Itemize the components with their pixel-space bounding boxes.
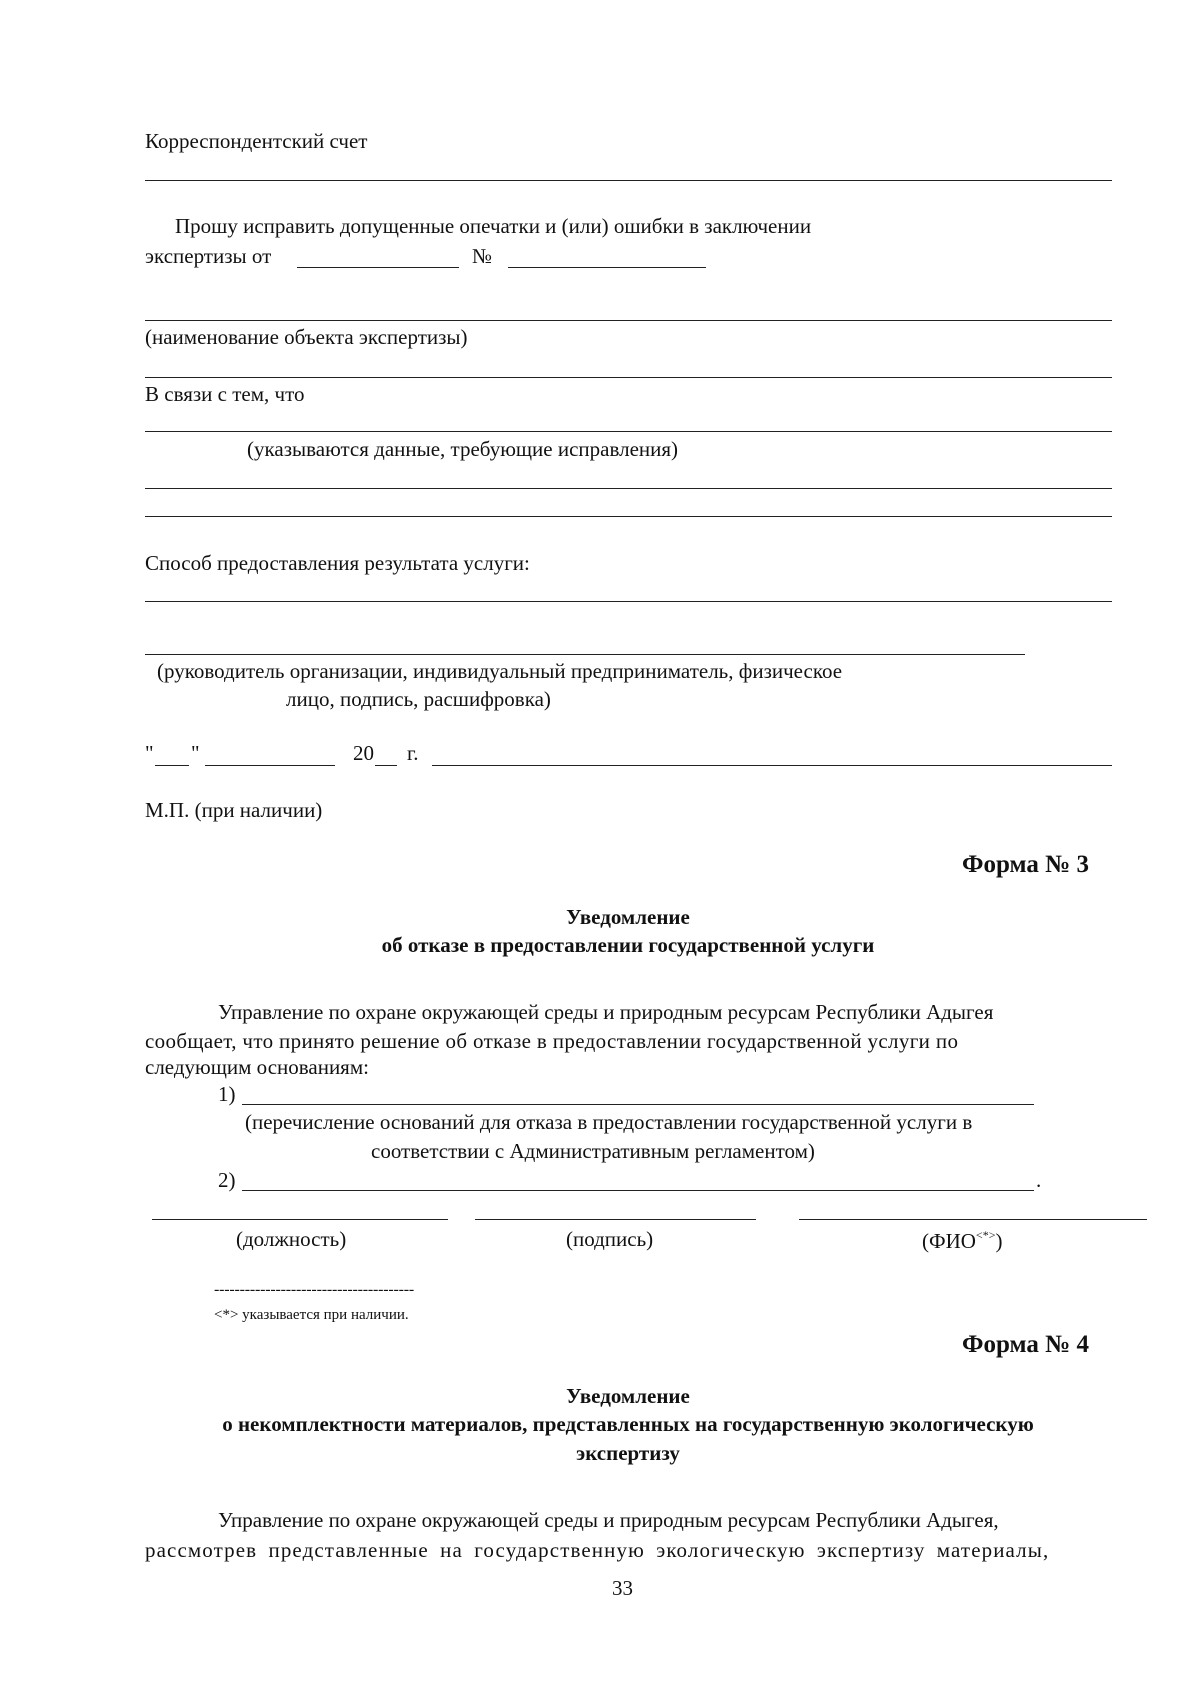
form-3-item-1-marker: 1) xyxy=(218,1082,236,1106)
request-line-1: Прошу исправить допущенные опечатки и (или) ошибки в заключении xyxy=(175,214,812,238)
fio-caption-text: (ФИО xyxy=(922,1229,976,1253)
request-line-2-prefix: экспертизы от xyxy=(145,244,272,268)
delivery-label: Способ предоставления результата услуги: xyxy=(145,551,530,575)
signature-caption: (подпись) xyxy=(566,1227,654,1251)
signer-caption-1: (руководитель организации, индивидуальный предприниматель, физическое xyxy=(157,659,843,683)
correction-line-1 xyxy=(145,488,1112,489)
signer-line xyxy=(145,654,1025,655)
object-name-line xyxy=(145,320,1112,321)
form-3-item-2-line xyxy=(242,1190,1034,1191)
date-quote-open: " xyxy=(145,741,154,765)
object-name-line-2 xyxy=(145,377,1112,378)
form-3-item-1-caption-2: соответствии с Административным регламентом) xyxy=(371,1139,815,1163)
form-3-label: Форма № 3 xyxy=(962,851,1089,878)
expertise-number-line xyxy=(508,267,706,268)
form-4-paragraph-line-1: Управление по охране окружающей среды и природным ресурсам Республики Адыгея, xyxy=(218,1508,999,1532)
number-sign: № xyxy=(472,244,493,268)
form-4-title-1: Уведомление xyxy=(566,1384,690,1408)
form-4-title-2: о некомплектности материалов, представленных на государственную экологическую xyxy=(222,1412,1034,1436)
fio-caption-close: ) xyxy=(995,1229,1003,1253)
position-line xyxy=(152,1219,448,1220)
fio-line xyxy=(799,1219,1147,1220)
date-day-line xyxy=(155,765,189,766)
form-4-paragraph-line-2: рассмотрев представленные на государственную экологическую экспертизу материалы, xyxy=(145,1538,1050,1562)
date-year-prefix: 20 xyxy=(353,741,374,765)
date-year-line xyxy=(375,765,397,766)
expertise-date-line xyxy=(297,267,459,268)
reason-line xyxy=(145,431,1112,432)
form-3-paragraph-line-1: Управление по охране окружающей среды и природным ресурсам Республики Адыгея xyxy=(218,1000,994,1024)
form-4-label: Форма № 4 xyxy=(962,1331,1089,1358)
form-3-item-2-end: . xyxy=(1036,1168,1042,1192)
fio-caption-footnote-mark: <*> xyxy=(975,1228,996,1242)
date-month-line xyxy=(205,765,335,766)
date-quote-close: " xyxy=(191,741,200,765)
footnote-dashes: --------------------------------------- xyxy=(214,1281,414,1298)
corr-account-line xyxy=(145,180,1112,181)
fio-caption xyxy=(922,1229,1002,1252)
correction-caption: (указываются данные, требующие исправления) xyxy=(247,437,679,461)
page-number: 33 xyxy=(612,1576,633,1600)
correction-line-2 xyxy=(145,516,1112,517)
object-name-caption: (наименование объекта экспертизы) xyxy=(145,325,468,349)
date-signature-line xyxy=(432,765,1112,766)
form-3-paragraph-line-2: сообщает, что принято решение об отказе в предоставлении государственной услуги по xyxy=(145,1029,959,1053)
reason-label: В связи с тем, что xyxy=(145,382,305,406)
form-4-title-3: экспертизу xyxy=(576,1441,680,1465)
signature-line xyxy=(475,1219,756,1220)
seal-label: М.П. (при наличии) xyxy=(145,798,323,822)
form-3-item-1-caption-1: (перечисление оснований для отказа в предоставлении государственной услуги в xyxy=(245,1110,973,1134)
delivery-line xyxy=(145,601,1112,602)
date-year-suffix: г. xyxy=(407,741,419,765)
form-3-item-2-marker: 2) xyxy=(218,1168,236,1192)
form-3-title-2: об отказе в предоставлении государственной услуги xyxy=(381,933,875,957)
form-3-item-1-line xyxy=(242,1104,1034,1105)
corr-account-label: Корреспондентский счет xyxy=(145,129,368,153)
footnote-text: <*> указывается при наличии. xyxy=(214,1307,409,1323)
form-3-paragraph-line-3: следующим основаниям: xyxy=(145,1055,369,1079)
form-3-title-1: Уведомление xyxy=(566,905,690,929)
signer-caption-2: лицо, подпись, расшифровка) xyxy=(286,687,551,711)
position-caption: (должность) xyxy=(236,1227,347,1251)
